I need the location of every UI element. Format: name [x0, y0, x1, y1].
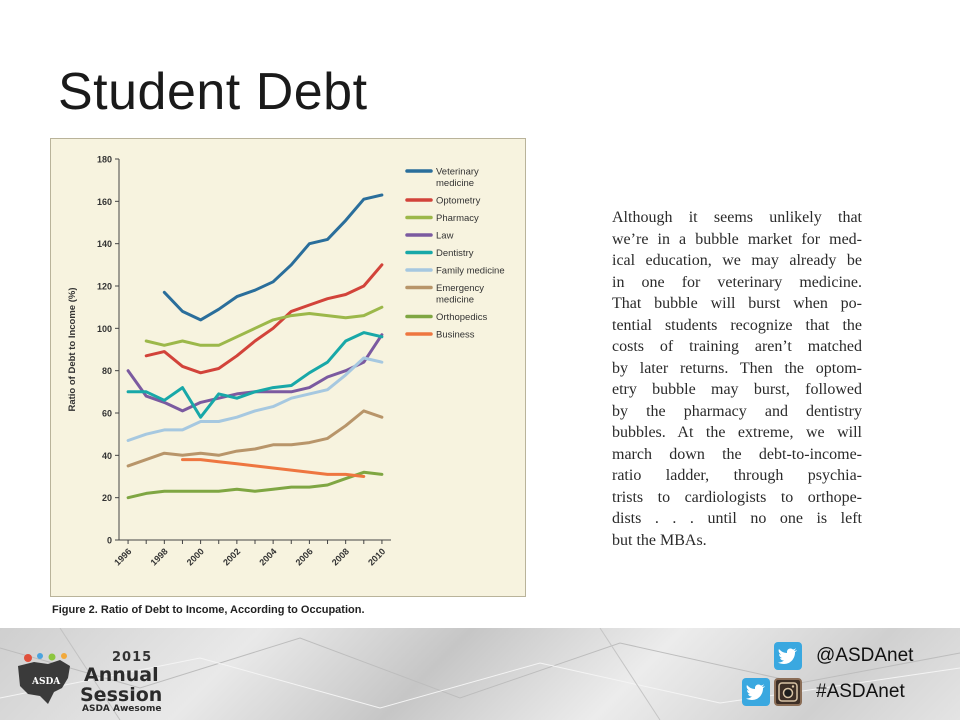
article-line: ratio ladder, through psychia-	[612, 467, 862, 484]
x-tick-label: 2008	[329, 546, 352, 568]
legend-label: Veterinary medicine	[436, 166, 479, 189]
x-tick-label: 2010	[366, 546, 388, 568]
article-line: etry bubble may burst, followed	[612, 381, 862, 398]
twitter-icon[interactable]	[774, 642, 802, 670]
article-line: in one for veterinary medicine.	[612, 273, 862, 291]
x-tick-label: 2002	[221, 546, 243, 568]
social-hashtag-row[interactable]	[742, 678, 905, 706]
article-line: march down the debt-to-income-	[612, 445, 862, 463]
article-line: That bubble will burst when po-	[612, 295, 862, 312]
y-tick-label: 160	[96, 196, 112, 207]
x-tick-label: 2004	[257, 546, 279, 568]
article-line: dists . . . until no one is left	[612, 510, 862, 527]
hashtag-handle[interactable]: #ASDAnet	[816, 681, 905, 702]
y-tick-label: 120	[96, 281, 112, 292]
article-line: we’re in a bubble market for med-	[612, 230, 862, 248]
article-line: but the MBAs.	[612, 531, 707, 549]
y-tick-label: 20	[101, 493, 112, 504]
article-line: bubbles. At the extreme, we will	[612, 424, 862, 441]
logo-line-annual: Annual	[84, 664, 159, 686]
legend-label: Emergency medicine	[436, 283, 485, 306]
instagram-icon[interactable]	[774, 678, 802, 706]
legend-label: Law	[436, 230, 454, 242]
figure-panel	[50, 138, 526, 597]
y-tick-label: 60	[101, 408, 112, 419]
social-handle-row[interactable]	[774, 642, 913, 670]
legend-label: Orthopedics	[436, 312, 488, 323]
article-line: costs of training aren’t matched	[612, 338, 862, 355]
logo-tagline: ASDA Awesome	[82, 704, 162, 714]
logo-year: 2015	[112, 650, 153, 665]
article-excerpt	[612, 207, 862, 551]
twitter-icon[interactable]	[742, 678, 770, 706]
legend-label: Dentistry	[436, 248, 474, 259]
series-line-emergency-medicine	[128, 411, 382, 466]
series-line-veterinary-medicine	[164, 195, 382, 320]
y-tick-label: 100	[96, 323, 112, 334]
twitter-handle[interactable]: @ASDAnet	[816, 645, 914, 666]
debt-income-chart	[51, 139, 527, 598]
y-tick-label: 40	[101, 450, 112, 461]
y-tick-label: 0	[106, 535, 112, 546]
logo-line-session: Session	[80, 684, 163, 706]
article-line: Although it seems unlikely that	[612, 209, 862, 226]
article-line: tential students recognize that the	[612, 316, 862, 334]
logo-map-text: ASDA	[32, 677, 61, 687]
legend-label: Family medicine	[436, 265, 505, 277]
x-tick-label: 1998	[148, 546, 170, 568]
y-tick-label: 180	[96, 154, 112, 165]
article-line: trists to cardiologists to orthope-	[612, 488, 862, 506]
legend-label: Optometry	[436, 195, 481, 207]
article-line: ical education, we may already be	[612, 252, 862, 269]
article-line: by later returns. Then the optom-	[612, 359, 862, 377]
x-tick-label: 2006	[293, 546, 315, 568]
series-line-business	[183, 460, 364, 477]
y-axis-label: Ratio of Debt to Income (%)	[67, 287, 78, 412]
y-tick-label: 80	[101, 366, 112, 377]
article-line: by the pharmacy and dentistry	[612, 402, 862, 420]
x-tick-label: 1996	[112, 546, 134, 568]
legend-label: Business	[436, 329, 475, 341]
slide-title: Student Debt	[58, 63, 368, 121]
legend-label: Pharmacy	[436, 213, 479, 224]
asda-annual-session-logo	[8, 632, 168, 716]
figure-caption: Figure 2. Ratio of Debt to Income, According to Occupation.	[52, 604, 365, 616]
us-map-icon	[14, 652, 74, 708]
x-tick-label: 2000	[184, 546, 207, 568]
y-tick-label: 140	[96, 239, 112, 250]
series-line-orthopedics	[128, 472, 382, 497]
